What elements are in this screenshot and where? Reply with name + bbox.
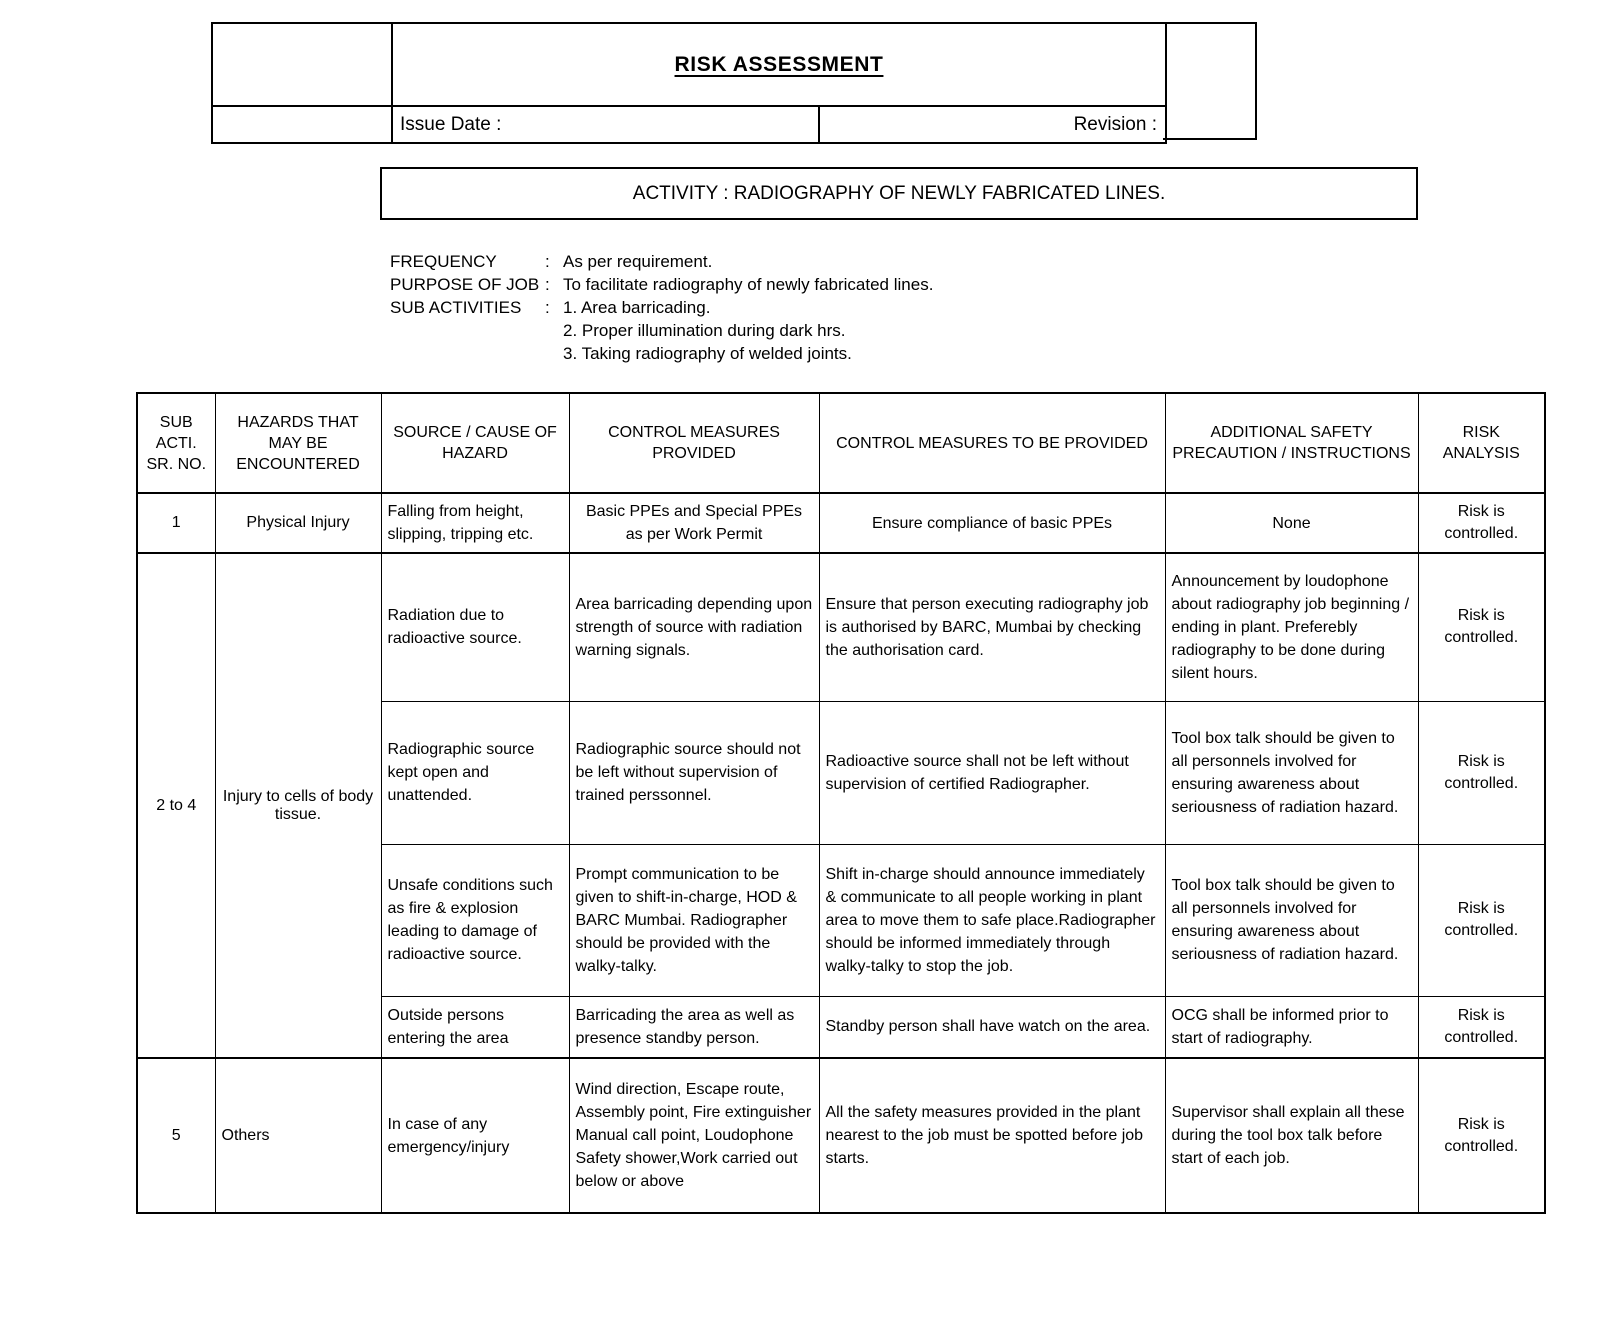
cell-control-to-be-provided: Ensure compliance of basic PPEs: [819, 493, 1165, 553]
cell-risk-analysis: Risk is controlled.: [1418, 553, 1545, 701]
cell-control-provided: Barricading the area as well as presence standby person.: [569, 996, 819, 1058]
cell-risk-analysis: Risk is controlled.: [1418, 493, 1545, 553]
header-title-cell: [393, 24, 1165, 105]
cell-source: Radiation due to radioactive source.: [381, 553, 569, 701]
cell-control-to-be-provided: Radioactive source shall not be left without supervision of certified Radiographer.: [819, 701, 1165, 844]
table-row: [137, 553, 1545, 701]
cell-control-provided: Basic PPEs and Special PPEs as per Work Permit: [569, 493, 819, 553]
cell-additional-safety: Announcement by loudophone about radiography job beginning / ending in plant. Preferebly radiography to be done during silent hours.: [1165, 553, 1418, 701]
sub-activity-item-1: 1. Area barricading.: [563, 298, 711, 317]
cell-risk-analysis: Risk is controlled.: [1418, 996, 1545, 1058]
sub-activity-item-2: 2. Proper illumination during dark hrs.: [563, 321, 846, 340]
cell-source: In case of any emergency/injury: [381, 1058, 569, 1213]
column-header-additional-safety: ADDITIONAL SAFETY PRECAUTION / INSTRUCTIONS: [1165, 393, 1418, 493]
cell-sr-no: 1: [137, 493, 215, 553]
meta-row-purpose: [390, 273, 933, 296]
cell-additional-safety: Tool box talk should be given to all personnels involved for ensuring awareness about seriousness of radiation hazard.: [1165, 844, 1418, 996]
header-title-row: [213, 24, 1165, 107]
cell-control-provided: Prompt communication to be given to shift-in-charge, HOD & BARC Mumbai. Radiographer should be provided with the walky-talky.: [569, 844, 819, 996]
column-header-control-provided: CONTROL MEASURES PROVIDED: [569, 393, 819, 493]
cell-hazard: Others: [215, 1058, 381, 1213]
document-header-block: [211, 22, 1167, 144]
cell-control-to-be-provided: All the safety measures provided in the plant nearest to the job must be spotted before job starts.: [819, 1058, 1165, 1213]
cell-additional-safety: Tool box talk should be given to all personnels involved for ensuring awareness about seriousness of radiation hazard.: [1165, 701, 1418, 844]
table-row: [137, 1058, 1545, 1213]
cell-hazard: Injury to cells of body tissue.: [215, 553, 381, 1058]
cell-source: Radiographic source kept open and unattended.: [381, 701, 569, 844]
column-header-source: SOURCE / CAUSE OF HAZARD: [381, 393, 569, 493]
meta-row-frequency: [390, 250, 933, 273]
cell-source: Falling from height, slipping, tripping etc.: [381, 493, 569, 553]
cell-source: Unsafe conditions such as fire & explosion leading to damage of radioactive source.: [381, 844, 569, 996]
table-header-row: [137, 393, 1545, 493]
cell-hazard: Physical Injury: [215, 493, 381, 553]
issue-date-cell: [393, 107, 820, 142]
purpose-colon: :: [545, 275, 550, 294]
purpose-value: To facilitate radiography of newly fabricated lines.: [563, 275, 934, 294]
activity-banner: [380, 167, 1418, 220]
cell-additional-safety: None: [1165, 493, 1418, 553]
purpose-label: PURPOSE OF JOB: [390, 275, 540, 294]
frequency-label: FREQUENCY: [390, 252, 497, 271]
meta-row-sub-activities: [390, 296, 933, 319]
cell-control-to-be-provided: Standby person shall have watch on the area.: [819, 996, 1165, 1058]
revision-cell: [820, 107, 1165, 142]
page-title: RISK ASSESSMENT: [674, 52, 884, 76]
frequency-value: As per requirement.: [563, 252, 713, 271]
cell-source: Outside persons entering the area: [381, 996, 569, 1058]
issue-date-label: Issue Date :: [400, 113, 502, 135]
cell-risk-analysis: Risk is controlled.: [1418, 701, 1545, 844]
cell-sr-no: 2 to 4: [137, 553, 215, 1058]
sub-activities-label: SUB ACTIVITIES: [390, 298, 522, 317]
cell-control-provided: Radiographic source should not be left without supervision of trained perssonnel.: [569, 701, 819, 844]
job-meta-info: [390, 250, 933, 365]
cell-control-provided: Wind direction, Escape route, Assembly point, Fire extinguisher Manual call point, Loudophone Safety shower,Work carried out below or above: [569, 1058, 819, 1213]
header-meta-row: [213, 107, 1165, 142]
sub-activity-item-3: 3. Taking radiography of welded joints.: [563, 344, 852, 363]
header-right-blank-cell: [1163, 22, 1257, 140]
risk-assessment-table: [136, 392, 1546, 1214]
revision-label: Revision :: [1073, 113, 1157, 135]
column-header-risk-analysis: RISK ANALYSIS: [1418, 393, 1545, 493]
sub-activities-colon: :: [545, 298, 550, 317]
cell-additional-safety: Supervisor shall explain all these during the tool box talk before start of each job.: [1165, 1058, 1418, 1213]
header-logo-cell-bottom: [213, 107, 393, 142]
column-header-control-to-be-provided: CONTROL MEASURES TO BE PROVIDED: [819, 393, 1165, 493]
cell-risk-analysis: Risk is controlled.: [1418, 844, 1545, 996]
cell-control-to-be-provided: Shift in-charge should announce immediately & communicate to all people working in plant area to move them to safe place.Radiographer should be informed immediately through walky-talky to stop the job.: [819, 844, 1165, 996]
cell-risk-analysis: Risk is controlled.: [1418, 1058, 1545, 1213]
header-logo-cell: [213, 24, 393, 105]
table-row: [137, 493, 1545, 553]
activity-banner-text: ACTIVITY : RADIOGRAPHY OF NEWLY FABRICATED LINES.: [632, 182, 1166, 204]
cell-control-to-be-provided: Ensure that person executing radiography job is authorised by BARC, Mumbai by checking the authorisation card.: [819, 553, 1165, 701]
column-header-sr-no: SUB ACTI. SR. NO.: [137, 393, 215, 493]
cell-sr-no: 5: [137, 1058, 215, 1213]
frequency-colon: :: [545, 252, 550, 271]
cell-additional-safety: OCG shall be informed prior to start of radiography.: [1165, 996, 1418, 1058]
column-header-hazards: HAZARDS THAT MAY BE ENCOUNTERED: [215, 393, 381, 493]
cell-control-provided: Area barricading depending upon strength of source with radiation warning signals.: [569, 553, 819, 701]
